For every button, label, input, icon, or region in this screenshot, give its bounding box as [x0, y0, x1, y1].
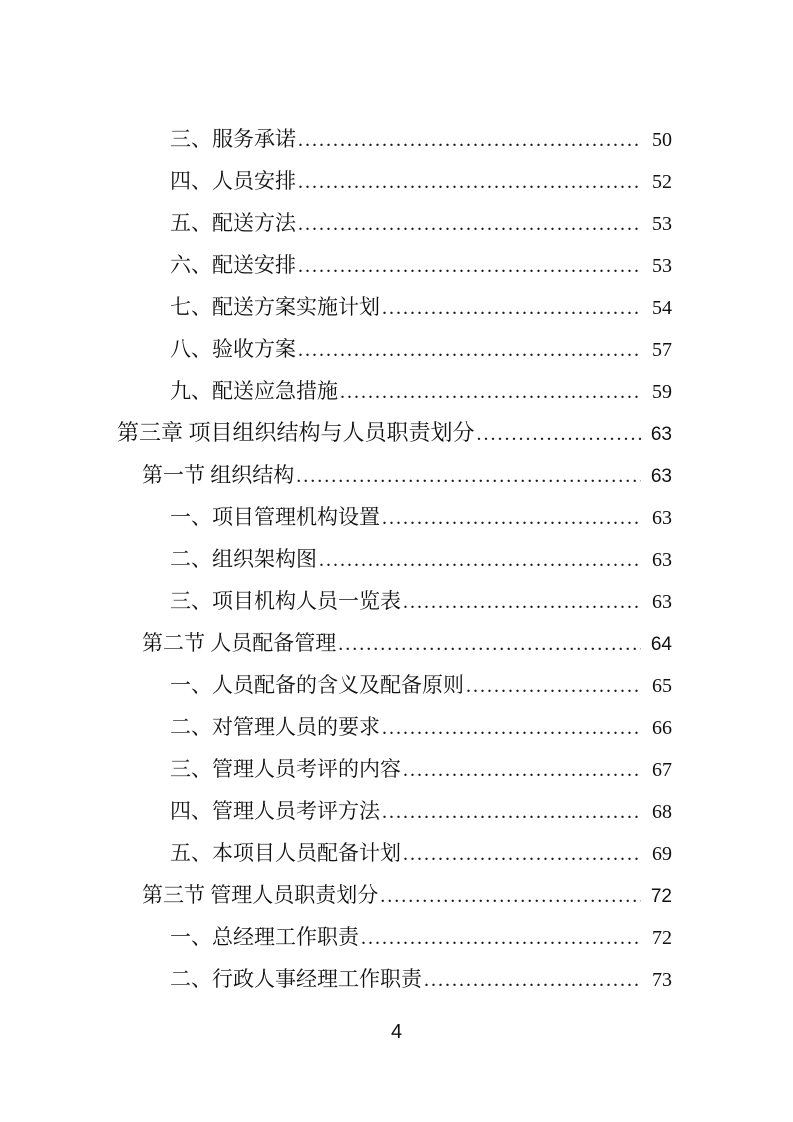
toc-entry-section[interactable] [117, 454, 672, 496]
toc-entry-page-number: 63 [650, 424, 672, 445]
dot-leader [296, 454, 641, 497]
table-of-contents [117, 118, 672, 1000]
dot-leader [382, 790, 641, 833]
page-footer [0, 1020, 793, 1044]
toc-entry-item[interactable] [117, 580, 672, 622]
toc-entry-page-number: 73 [652, 969, 672, 991]
toc-entry-item[interactable] [117, 916, 672, 958]
dot-leader [382, 706, 641, 749]
toc-entry-title: 六、配送安排 [170, 253, 296, 277]
toc-entry-title: 第二节 人员配备管理 [142, 631, 337, 655]
toc-entry-title: 二、对管理人员的要求 [170, 715, 380, 739]
toc-entry-section[interactable] [117, 874, 672, 916]
toc-entry-title: 四、人员安排 [170, 169, 296, 193]
toc-entry-page-number: 53 [652, 255, 672, 277]
dot-leader [477, 412, 641, 455]
toc-entry-title: 一、项目管理机构设置 [170, 505, 380, 529]
dot-leader [380, 874, 641, 917]
footer-page-number: 4 [390, 1021, 403, 1043]
toc-entry-page-number: 64 [650, 634, 672, 655]
toc-entry-page-number: 63 [650, 466, 672, 487]
toc-entry-item[interactable] [117, 328, 672, 370]
toc-entry-page-number: 68 [652, 801, 672, 823]
toc-entry-page-number: 63 [652, 507, 672, 529]
toc-entry-title: 九、配送应急措施 [170, 379, 338, 403]
toc-entry-title: 第一节 组织结构 [142, 463, 295, 487]
dot-leader [424, 958, 641, 1001]
toc-entry-page-number: 69 [652, 843, 672, 865]
toc-entry-item[interactable] [117, 370, 672, 412]
toc-entry-page-number: 65 [652, 675, 672, 697]
toc-entry-page-number: 63 [652, 549, 672, 571]
toc-entry-item[interactable] [117, 496, 672, 538]
toc-entry-item[interactable] [117, 202, 672, 244]
dot-leader [382, 286, 641, 329]
toc-entry-page-number: 63 [652, 591, 672, 613]
toc-entry-title: 八、验收方案 [170, 337, 296, 361]
toc-entry-title: 第三节 管理人员职责划分 [142, 883, 379, 907]
toc-entry-title: 七、配送方案实施计划 [170, 295, 380, 319]
toc-entry-item[interactable] [117, 244, 672, 286]
dot-leader [319, 538, 641, 581]
toc-entry-item[interactable] [117, 664, 672, 706]
toc-entry-page-number: 52 [652, 171, 672, 193]
dot-leader [298, 244, 641, 287]
dot-leader [403, 832, 641, 875]
toc-entry-item[interactable] [117, 706, 672, 748]
toc-entry-page-number: 57 [652, 339, 672, 361]
toc-entry-item[interactable] [117, 118, 672, 160]
dot-leader [298, 160, 641, 203]
toc-entry-page-number: 50 [652, 129, 672, 151]
toc-entry-title: 三、服务承诺 [170, 127, 296, 151]
toc-entry-title: 五、配送方法 [170, 211, 296, 235]
toc-entry-title: 一、人员配备的含义及配备原则 [170, 673, 464, 697]
dot-leader [403, 748, 641, 791]
toc-entry-item[interactable] [117, 160, 672, 202]
toc-entry-page-number: 72 [650, 886, 672, 907]
dot-leader [340, 370, 641, 413]
dot-leader [382, 496, 641, 539]
toc-entry-item[interactable] [117, 748, 672, 790]
toc-entry-page-number: 67 [652, 759, 672, 781]
toc-entry-page-number: 59 [652, 381, 672, 403]
toc-entry-title: 五、本项目人员配备计划 [170, 841, 401, 865]
dot-leader [298, 328, 641, 371]
toc-entry-title: 三、管理人员考评的内容 [170, 757, 401, 781]
toc-entry-chapter[interactable] [117, 412, 672, 454]
toc-entry-title: 一、总经理工作职责 [170, 925, 359, 949]
toc-entry-item[interactable] [117, 790, 672, 832]
dot-leader [403, 580, 641, 623]
dot-leader [338, 622, 641, 665]
toc-entry-page-number: 66 [652, 717, 672, 739]
toc-entry-title: 四、管理人员考评方法 [170, 799, 380, 823]
toc-entry-title: 二、行政人事经理工作职责 [170, 967, 422, 991]
toc-entry-item[interactable] [117, 286, 672, 328]
toc-entry-item[interactable] [117, 958, 672, 1000]
dot-leader [298, 118, 641, 161]
toc-entry-title: 三、项目机构人员一览表 [170, 589, 401, 613]
dot-leader [361, 916, 641, 959]
toc-entry-page-number: 72 [652, 927, 672, 949]
toc-entry-title: 二、组织架构图 [170, 547, 317, 571]
toc-entry-title: 第三章 项目组织结构与人员职责划分 [117, 420, 475, 445]
toc-entry-page-number: 54 [652, 297, 672, 319]
dot-leader [298, 202, 641, 245]
toc-entry-page-number: 53 [652, 213, 672, 235]
toc-entry-item[interactable] [117, 832, 672, 874]
toc-entry-item[interactable] [117, 538, 672, 580]
dot-leader [466, 664, 641, 707]
toc-entry-section[interactable] [117, 622, 672, 664]
